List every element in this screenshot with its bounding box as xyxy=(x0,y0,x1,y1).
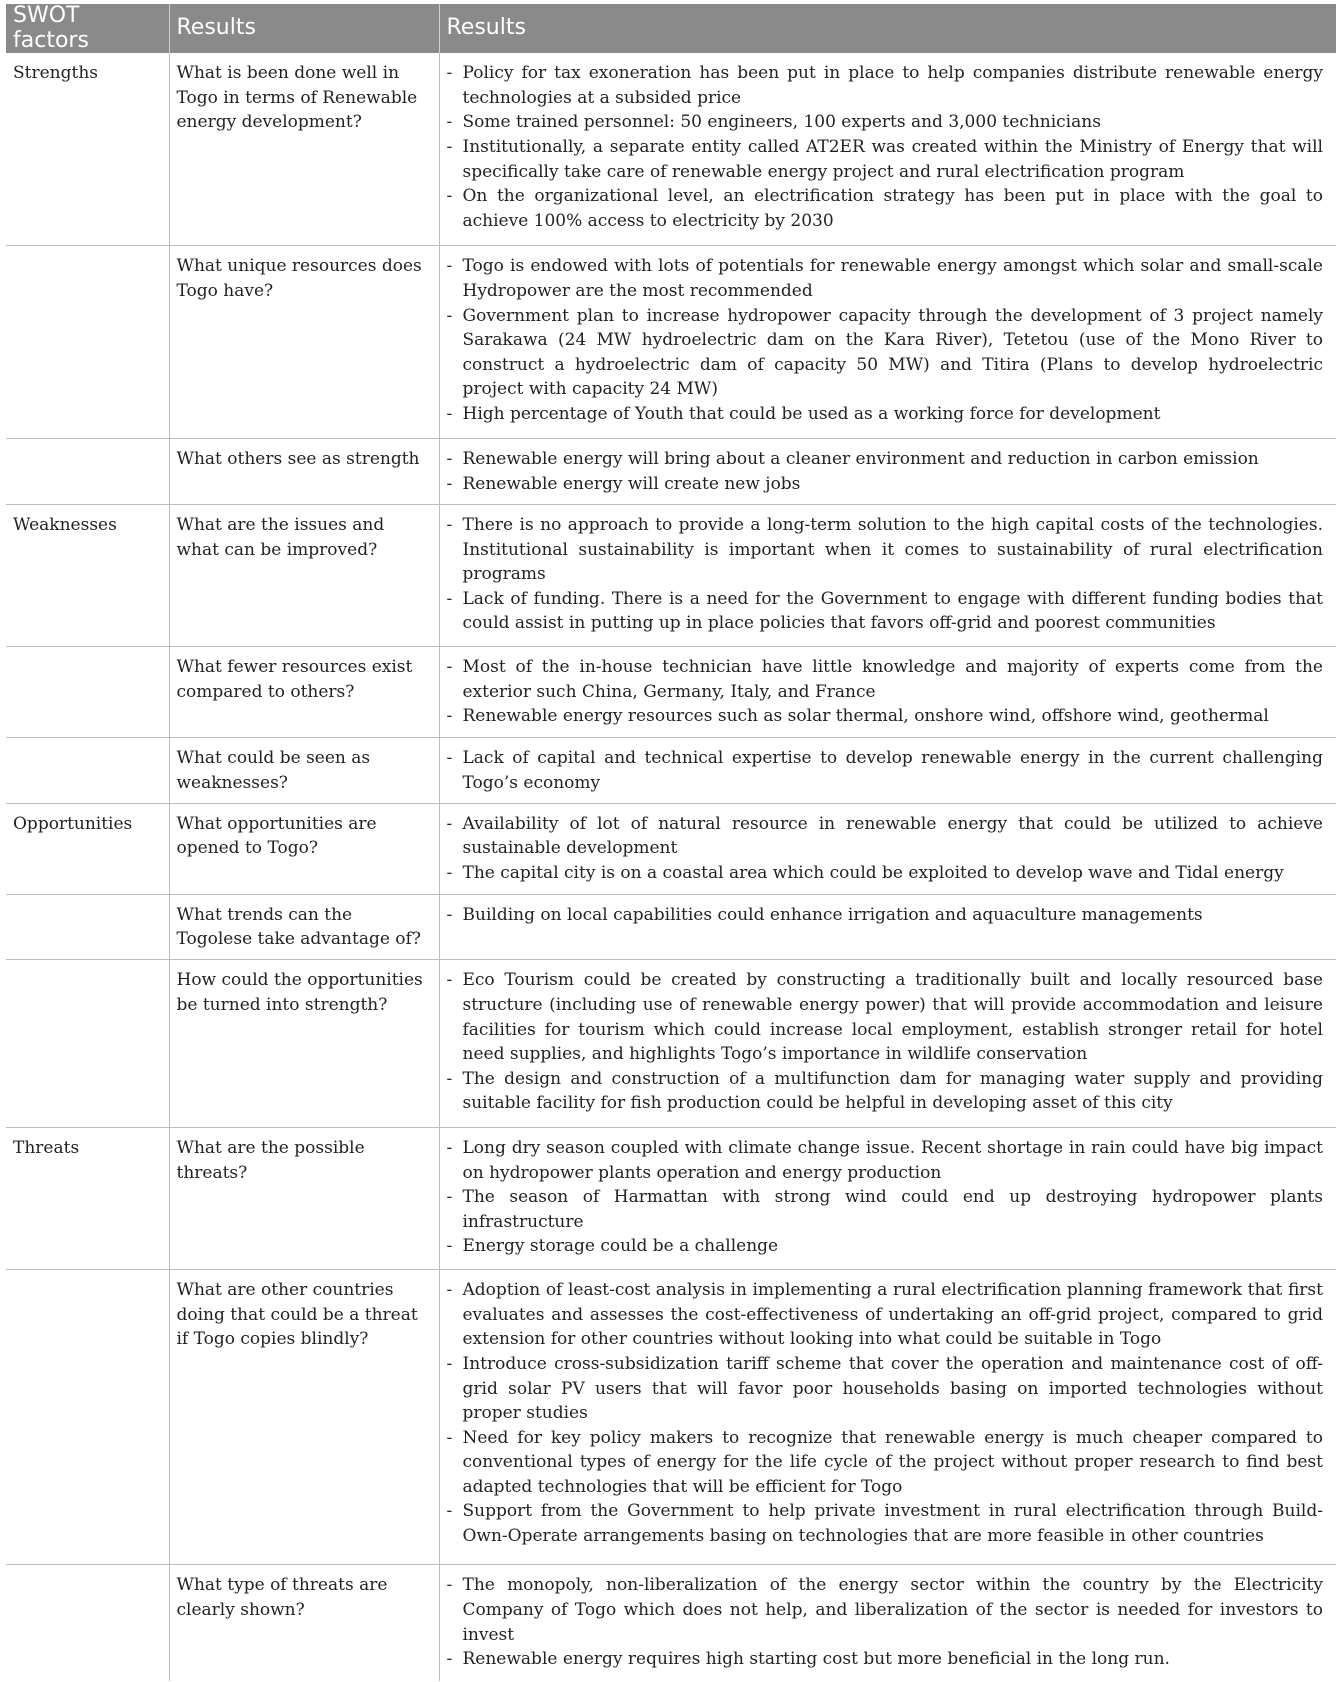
question-cell: How could the opportunities be turned into strength? xyxy=(169,960,439,1128)
result-item: - Renewable energy requires high starting cost but more beneficial in the long run. xyxy=(447,1647,1324,1672)
result-item: - The monopoly, non-liberalization of the energy sector within the country by the Electricity Company of Togo which does not help, and liberalization of the sector is needed for investors to invest xyxy=(447,1573,1324,1647)
results-cell xyxy=(439,246,1336,439)
result-item: - Lack of funding. There is a need for the Government to engage with different funding bodies that could assist in putting up in place policies that favors off-grid and poorest communities xyxy=(447,587,1324,636)
question-cell: What type of threats are clearly shown? xyxy=(169,1565,439,1681)
result-item: - Lack of capital and technical expertise to develop renewable energy in the current challenging Togo’s economy xyxy=(447,746,1324,795)
result-item: - Energy storage could be a challenge xyxy=(447,1234,1324,1259)
swot-factor-cell xyxy=(6,738,169,804)
results-cell xyxy=(439,738,1336,804)
result-item: - The design and construction of a multifunction dam for managing water supply and providing suitable facility for fish production could be helpful in developing asset of this city xyxy=(447,1067,1324,1116)
results-list xyxy=(447,1136,1330,1259)
question-cell: What trends can the Togolese take advantage of? xyxy=(169,894,439,960)
swot-factor-cell: Strengths xyxy=(6,53,169,246)
swot-factor-cell xyxy=(6,246,169,439)
result-item: - Most of the in-house technician have little knowledge and majority of experts come from the exterior such China, Germany, Italy, and France xyxy=(447,655,1324,704)
result-item: - The season of Harmattan with strong wind could end up destroying hydropower plants infrastructure xyxy=(447,1185,1324,1234)
swot-factor-cell: Weaknesses xyxy=(6,505,169,647)
question-cell: What are the possible threats? xyxy=(169,1128,439,1270)
question-cell: What unique resources does Togo have? xyxy=(169,246,439,439)
results-list xyxy=(447,655,1330,729)
result-item: - Togo is endowed with lots of potentials for renewable energy amongst which solar and small-scale Hydropower are the most recommended xyxy=(447,254,1324,303)
result-item: - Policy for tax exoneration has been put in place to help companies distribute renewable energy technologies at a subsided price xyxy=(447,61,1324,110)
result-item: - Government plan to increase hydropower capacity through the development of 3 project namely Sarakawa (24 MW hydroelectric dam on the Kara River), Tetetou (use of the Mono River to construct a hydroelectric dam of capacity 50 MW) and Titira (Plans to develop hydroelectric project with capacity 24 MW) xyxy=(447,304,1324,402)
swot-factor-cell xyxy=(6,439,169,505)
table-row xyxy=(6,647,1336,738)
header-results-question: Results xyxy=(169,4,439,53)
question-cell: What fewer resources exist compared to others? xyxy=(169,647,439,738)
result-item: - Need for key policy makers to recognize that renewable energy is much cheaper compared to conventional types of energy for the life cycle of the project without proper research to find best adapted technologies that will be efficient for Togo xyxy=(447,1426,1324,1500)
question-cell: What are the issues and what can be improved? xyxy=(169,505,439,647)
result-item: - On the organizational level, an electrification strategy has been put in place with the goal to achieve 100% access to electricity by 2030 xyxy=(447,184,1324,233)
results-cell xyxy=(439,1565,1336,1681)
result-item: - Eco Tourism could be created by constructing a traditionally built and locally resourced base structure (including use of renewable energy power) that will provide accommodation and leisure facilities for tourism which could increase local employment, establish stronger retail for hotel need supplies, and highlights Togo’s importance in wildlife conservation xyxy=(447,968,1324,1066)
table-header-row xyxy=(6,4,1336,53)
swot-factor-cell xyxy=(6,960,169,1128)
question-cell: What are other countries doing that could be a threat if Togo copies blindly? xyxy=(169,1270,439,1565)
results-cell xyxy=(439,647,1336,738)
result-item: - High percentage of Youth that could be used as a working force for development xyxy=(447,402,1324,427)
table-row xyxy=(6,53,1336,246)
table-row xyxy=(6,439,1336,505)
table-row xyxy=(6,1565,1336,1681)
results-list xyxy=(447,61,1330,233)
result-item: - Introduce cross-subsidization tariff scheme that cover the operation and maintenance cost of off-grid solar PV users that will favor poor households basing on imported technologies without proper studies xyxy=(447,1352,1324,1426)
swot-factor-cell: Threats xyxy=(6,1128,169,1270)
question-cell: What is been done well in Togo in terms of Renewable energy development? xyxy=(169,53,439,246)
table-row xyxy=(6,803,1336,894)
swot-table xyxy=(6,4,1336,1681)
swot-factor-cell xyxy=(6,894,169,960)
results-cell xyxy=(439,505,1336,647)
results-list xyxy=(447,746,1330,795)
result-item: - Adoption of least-cost analysis in implementing a rural electrification planning framework that first evaluates and assesses the cost-effectiveness of undertaking an off-grid project, compared to grid extension for other countries without looking into what could be suitable in Togo xyxy=(447,1278,1324,1352)
result-item: - Long dry season coupled with climate change issue. Recent shortage in rain could have big impact on hydropower plants operation and energy production xyxy=(447,1136,1324,1185)
results-cell xyxy=(439,1270,1336,1565)
result-item: - Some trained personnel: 50 engineers, 100 experts and 3,000 technicians xyxy=(447,110,1324,135)
result-item: - Renewable energy will create new jobs xyxy=(447,472,1324,497)
results-list xyxy=(447,513,1330,636)
table-row xyxy=(6,1270,1336,1565)
result-item: - The capital city is on a coastal area which could be exploited to develop wave and Tidal energy xyxy=(447,861,1324,886)
question-cell: What others see as strength xyxy=(169,439,439,505)
results-cell xyxy=(439,803,1336,894)
results-cell xyxy=(439,1128,1336,1270)
results-list xyxy=(447,1278,1330,1549)
swot-factor-cell: Opportunities xyxy=(6,803,169,894)
results-cell xyxy=(439,53,1336,246)
swot-factor-cell xyxy=(6,1270,169,1565)
results-cell xyxy=(439,439,1336,505)
table-row xyxy=(6,894,1336,960)
table-row xyxy=(6,960,1336,1128)
results-list xyxy=(447,903,1330,928)
result-item: - Renewable energy resources such as solar thermal, onshore wind, offshore wind, geothermal xyxy=(447,704,1324,729)
header-results-answers: Results xyxy=(439,4,1336,53)
results-list xyxy=(447,812,1330,886)
table-row xyxy=(6,246,1336,439)
table-row xyxy=(6,738,1336,804)
swot-factor-cell xyxy=(6,1565,169,1681)
results-list xyxy=(447,447,1330,496)
table-row xyxy=(6,505,1336,647)
results-list xyxy=(447,254,1330,426)
question-cell: What could be seen as weaknesses? xyxy=(169,738,439,804)
result-item: - Availability of lot of natural resource in renewable energy that could be utilized to achieve sustainable development xyxy=(447,812,1324,861)
result-item: - Building on local capabilities could enhance irrigation and aquaculture managements xyxy=(447,903,1324,928)
swot-factor-cell xyxy=(6,647,169,738)
question-cell: What opportunities are opened to Togo? xyxy=(169,803,439,894)
result-item: - There is no approach to provide a long-term solution to the high capital costs of the technologies. Institutional sustainability is important when it comes to sustainability of rural electrification programs xyxy=(447,513,1324,587)
results-list xyxy=(447,1573,1330,1671)
results-cell xyxy=(439,894,1336,960)
result-item: - Support from the Government to help private investment in rural electrification through Build-Own-Operate arrangements basing on technologies that are more feasible in other countries xyxy=(447,1499,1324,1548)
result-item: - Renewable energy will bring about a cleaner environment and reduction in carbon emission xyxy=(447,447,1324,472)
header-swot-factors: SWOT factors xyxy=(6,4,169,53)
results-cell xyxy=(439,960,1336,1128)
result-item: - Institutionally, a separate entity called AT2ER was created within the Ministry of Energy that will specifically take care of renewable energy project and rural electrification program xyxy=(447,135,1324,184)
table-body xyxy=(6,53,1336,1681)
results-list xyxy=(447,968,1330,1116)
table-row xyxy=(6,1128,1336,1270)
